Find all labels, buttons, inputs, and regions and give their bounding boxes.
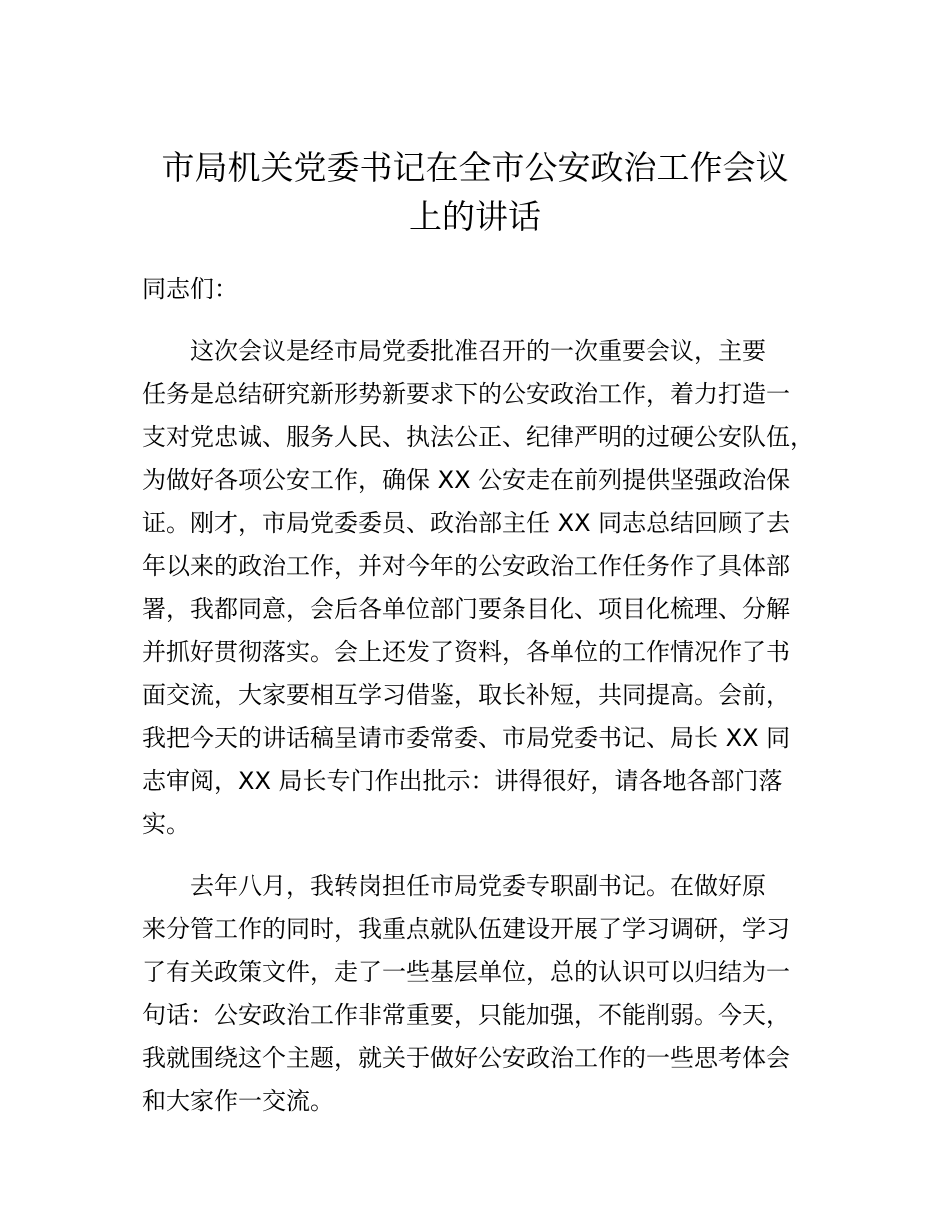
paragraph-line: 证。刚才，市局党委委员、政治部主任 XX 同志总结回顾了去	[142, 509, 791, 537]
paragraph-line: 句话：公安政治工作非常重要，只能加强，不能削弱。今天，	[142, 1001, 790, 1029]
paragraph-line: 和大家作一交流。	[142, 1087, 334, 1115]
paragraph-line: 这次会议是经市局党委批准召开的一次重要会议，主要	[190, 337, 766, 365]
paragraph-line: 了有关政策文件，走了一些基层单位，总的认识可以归结为一	[142, 958, 790, 986]
paragraph-line: 面交流，大家要相互学习借鉴，取长补短，共同提高。会前，	[142, 681, 790, 709]
paragraph-line: 我就围绕这个主题，就关于做好公安政治工作的一些思考体会	[142, 1044, 790, 1072]
salutation: 同志们：	[142, 275, 238, 303]
paragraph-line: 年以来的政治工作，并对今年的公安政治工作任务作了具体部	[142, 552, 790, 580]
paragraph-line: 实。	[142, 810, 190, 838]
paragraph-line: 并抓好贯彻落实。会上还发了资料，各单位的工作情况作了书	[142, 638, 790, 666]
paragraph-line: 支对党忠诚、服务人民、执法公正、纪律严明的过硬公安队伍，	[142, 423, 814, 451]
paragraph-line: 任务是总结研究新形势新要求下的公安政治工作，着力打造一	[142, 380, 790, 408]
paragraph-line: 志审阅，XX 局长专门作出批示：讲得很好，请各地各部门落	[142, 767, 783, 795]
document-title-line-2: 上的讲话	[409, 197, 541, 236]
paragraph-line: 去年八月，我转岗担任市局党委专职副书记。在做好原	[190, 872, 766, 900]
paragraph-line: 来分管工作的同时，我重点就队伍建设开展了学习调研，学习	[142, 915, 790, 943]
document-title-line-1: 市局机关党委书记在全市公安政治工作会议	[161, 148, 789, 187]
paragraph-line: 署，我都同意，会后各单位部门要条目化、项目化梳理、分解	[142, 595, 790, 623]
paragraph-line: 我把今天的讲话稿呈请市委常委、市局党委书记、局长 XX 同	[142, 724, 791, 752]
paragraph-line: 为做好各项公安工作，确保 XX 公安走在前列提供坚强政治保	[142, 466, 791, 494]
